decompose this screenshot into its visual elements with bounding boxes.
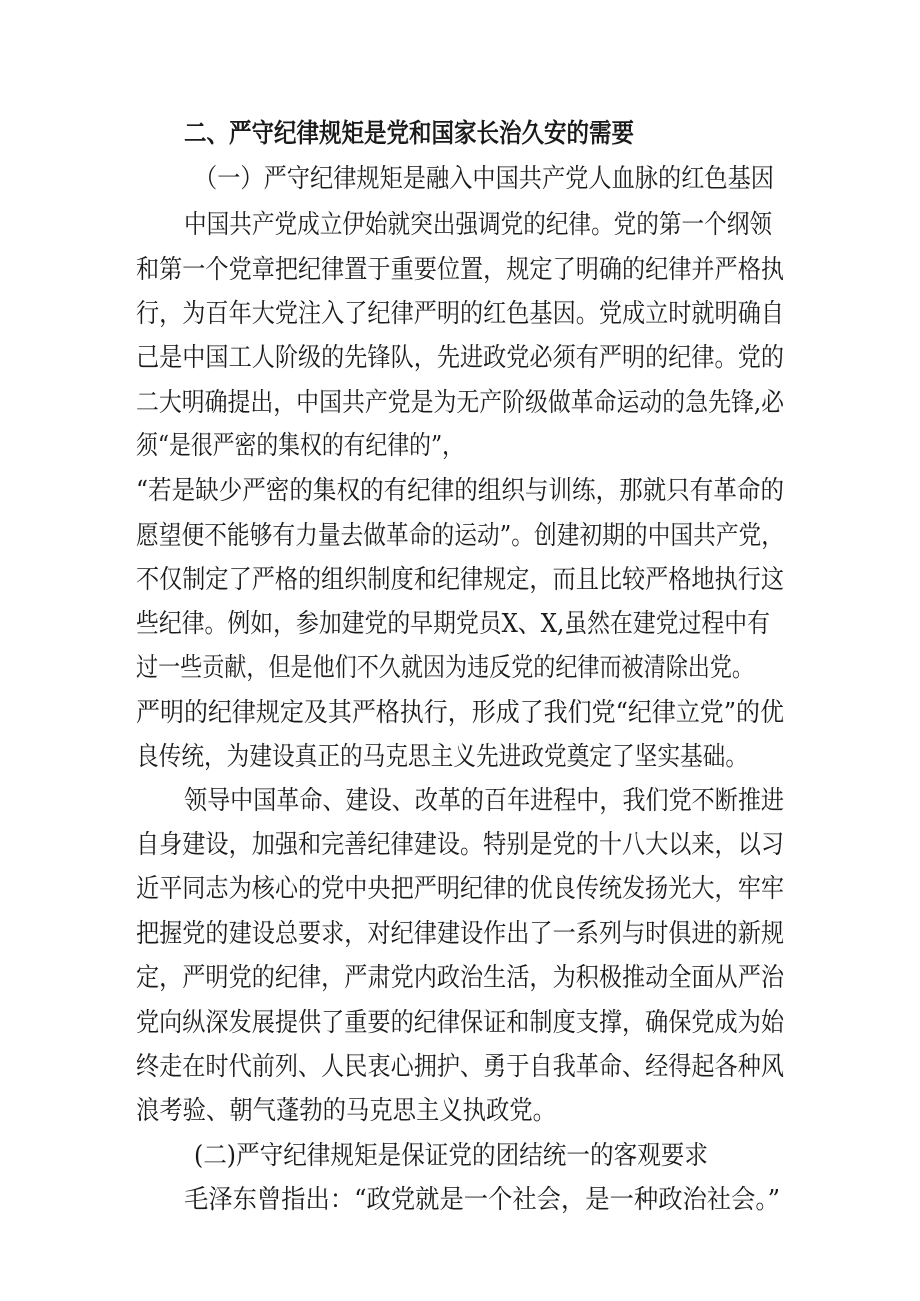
paragraph-line: 二大明确提出，中国共产党是为无产阶级做革命运动的急先锋,必 [136,388,784,418]
paragraph-line: 愿望便不能够有力量去做革命的运动”。创建初期的中国共产党， [136,521,784,551]
paragraph-line: 不仅制定了严格的组织制度和纪律规定，而且比较严格地执行这 [136,565,784,595]
paragraph-line: 行，为百年大党注入了纪律严明的红色基因。党成立时就明确自 [136,299,784,329]
paragraph-line: 自身建设，加强和完善纪律建设。特别是党的十八大以来，以习 [136,830,784,860]
section-heading: 二、严守纪律规矩是党和国家长治久安的需要 [184,119,634,149]
paragraph-line: 些纪律。例如，参加建党的早期党员X、X,虽然在建党过程中有 [136,609,770,639]
paragraph-line: 严明的纪律规定及其严格执行，形成了我们党“纪律立党”的优 [136,698,784,728]
paragraph-line: 终走在时代前列、人民衷心拥护、勇于自我革命、经得起各种风 [136,1052,784,1082]
paragraph-line: 领导中国革命、建设、改革的百年进程中，我们党不断推进 [184,786,784,816]
paragraph-line: 党向纵深发展提供了重要的纪律保证和制度支撑，确保党成为始 [136,1008,784,1038]
paragraph-line: 过一些贡献，但是他们不久就因为违反党的纪律而被清除出党。 [136,653,754,683]
subsection-title-1: （一）严守纪律规矩是融入中国共产党人血脉的红色基因 [194,164,774,194]
paragraph-line: 须“是很严密的集权的有纪律的”， [136,431,464,461]
paragraph-line: 和第一个党章把纪律置于重要位置，规定了明确的纪律并严格执 [136,255,784,285]
paragraph-line: 近平同志为核心的党中央把严明纪律的优良传统发扬光大，牢牢 [136,874,784,904]
paragraph-line: 浪考验、朝气蓬勃的马克思主义执政党。 [136,1096,556,1126]
paragraph-line: 中国共产党成立伊始就突出强调党的纪律。党的第一个纲领 [184,210,772,240]
paragraph-line: “若是缺少严密的集权的有纪律的组织与训练，那就只有革命的 [136,476,784,506]
paragraph-line: 己是中国工人阶级的先锋队，先进政党必须有严明的纪律。党的 [136,343,784,373]
paragraph-line: 良传统，为建设真正的马克思主义先进政党奠定了坚实基础。 [136,742,748,772]
paragraph-line: 把握党的建设总要求，对纪律建设作出了一系列与时俱进的新规 [136,919,784,949]
paragraph-line: 定，严明党的纪律，严肃党内政治生活，为积极推动全面从严治 [136,963,784,993]
paragraph-line: 毛泽东曾指出：“政党就是一个社会，是一种政治社会。” [184,1185,780,1215]
subsection-title-2: (二)严守纪律规矩是保证党的团结统一的客观要求 [194,1141,708,1171]
